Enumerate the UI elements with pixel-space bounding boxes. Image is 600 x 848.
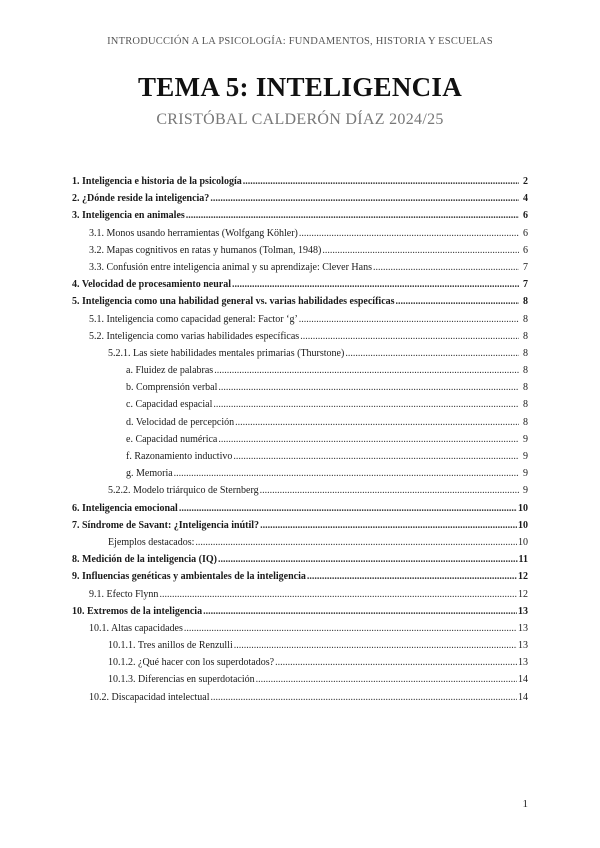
toc-leader-dots	[275, 657, 517, 668]
toc-entry-label: 3.3. Confusión entre inteligencia animal y su aprendizaje: Clever Hans	[89, 261, 372, 273]
toc-entry-page: 12	[518, 588, 528, 600]
toc-entry-page: 10	[518, 519, 528, 531]
toc-leader-dots	[299, 228, 519, 239]
toc-entry-label: 5.2.2. Modelo triárquico de Sternberg	[108, 485, 259, 497]
toc-entry[interactable]	[72, 399, 528, 416]
toc-leader-dots	[195, 537, 517, 548]
toc-entry[interactable]	[72, 657, 528, 674]
toc-leader-dots	[184, 623, 517, 634]
toc-entry[interactable]	[72, 228, 528, 245]
toc-leader-dots	[256, 674, 517, 685]
toc-entry-page: 2	[523, 176, 528, 187]
toc-entry-page: 8	[523, 313, 528, 325]
toc-leader-dots	[345, 348, 519, 359]
toc-entry[interactable]	[72, 468, 528, 485]
toc-entry[interactable]	[72, 623, 528, 640]
toc-entry-label: 10. Extremos de la inteligencia	[72, 605, 203, 617]
toc-entry[interactable]	[72, 210, 528, 227]
toc-leader-dots	[235, 417, 519, 428]
toc-entry-page: 7	[523, 261, 528, 273]
toc-leader-dots	[203, 606, 517, 617]
toc-leader-dots	[322, 245, 519, 256]
toc-entry[interactable]	[72, 485, 528, 502]
toc-entry-label: 3. Inteligencia en animales	[72, 210, 185, 222]
toc-entry-label: 3.2. Mapas cognitivos en ratas y humanos (Tolman, 1948)	[89, 244, 322, 256]
toc-entry-page: 9	[523, 485, 528, 497]
toc-entry-page: 13	[518, 657, 528, 669]
toc-leader-dots	[159, 589, 517, 600]
toc-entry-page: 13	[518, 605, 528, 617]
toc-entry-label: 6. Inteligencia emocional	[72, 502, 178, 514]
author-subtitle: CRISTÓBAL CALDERÓN DÍAZ 2024/25	[156, 111, 444, 128]
toc-entry-label: Ejemplos destacados:	[108, 536, 195, 548]
toc-entry-page: 14	[518, 691, 528, 703]
page-title: TEMA 5: INTELIGENCIA	[137, 72, 463, 102]
toc-leader-dots	[179, 503, 517, 514]
toc-entry-label: e. Capacidad numérica	[126, 433, 218, 445]
toc-leader-dots	[300, 331, 519, 342]
toc-leader-dots	[307, 571, 517, 582]
toc-leader-dots	[234, 640, 517, 651]
table-of-contents	[72, 176, 528, 709]
toc-entry-label: 10.1.3. Diferencias en superdotación	[108, 674, 255, 686]
toc-entry-label: 10.1. Altas capacidades	[89, 622, 183, 634]
toc-entry[interactable]	[72, 606, 528, 623]
toc-entry-label: 4. Velocidad de procesamiento neural	[72, 279, 231, 291]
toc-entry-label: g. Memoria	[126, 468, 173, 480]
toc-entry[interactable]	[72, 554, 528, 571]
toc-leader-dots	[396, 296, 519, 307]
toc-leader-dots	[213, 399, 519, 410]
toc-entry-page: 7	[523, 279, 528, 291]
toc-entry[interactable]	[72, 382, 528, 399]
toc-entry-page: 8	[523, 416, 528, 428]
toc-entry-page: 9	[523, 433, 528, 445]
toc-entry[interactable]	[72, 314, 528, 331]
toc-entry-label: 10.2. Discapacidad intelectual	[89, 691, 210, 703]
toc-leader-dots	[299, 314, 519, 325]
toc-entry[interactable]	[72, 571, 528, 588]
toc-entry-page: 11	[518, 554, 528, 566]
toc-leader-dots	[233, 451, 519, 462]
toc-entry-page: 14	[518, 674, 528, 686]
toc-entry[interactable]	[72, 279, 528, 296]
toc-leader-dots	[232, 279, 519, 290]
toc-entry-page: 6	[523, 227, 528, 239]
toc-entry-page: 6	[523, 210, 528, 222]
toc-entry[interactable]	[72, 434, 528, 451]
toc-entry[interactable]	[72, 674, 528, 691]
toc-entry-label: 7. Síndrome de Savant: ¿Inteligencia inútil?	[72, 519, 260, 531]
toc-entry[interactable]	[72, 176, 528, 193]
toc-entry-page: 4	[523, 193, 528, 205]
toc-leader-dots	[214, 365, 519, 376]
toc-entry[interactable]	[72, 537, 528, 554]
toc-entry-label: 5.1. Inteligencia como capacidad general: Factor ‘g’	[89, 313, 298, 325]
toc-entry[interactable]	[72, 451, 528, 468]
toc-entry-label: b. Comprensión verbal	[126, 382, 218, 394]
toc-entry-page: 13	[518, 640, 528, 652]
toc-entry-label: f. Razonamiento inductivo	[126, 451, 233, 462]
toc-entry-label: 1. Inteligencia e historia de la psicología	[72, 176, 242, 187]
toc-entry-label: 2. ¿Dónde reside la inteligencia?	[72, 193, 210, 205]
toc-entry[interactable]	[72, 640, 528, 657]
toc-entry[interactable]	[72, 365, 528, 382]
toc-entry-page: 12	[518, 571, 528, 583]
toc-leader-dots	[373, 262, 519, 273]
toc-leader-dots	[218, 382, 519, 393]
toc-leader-dots	[186, 210, 519, 221]
toc-entry-page: 8	[523, 365, 528, 377]
toc-entry-page: 8	[523, 399, 528, 411]
toc-leader-dots	[260, 485, 519, 496]
toc-entry-label: d. Velocidad de percepción	[126, 416, 235, 428]
toc-entry-label: 3.1. Monos usando herramientas (Wolfgang Köhler)	[89, 227, 298, 239]
toc-entry[interactable]	[72, 331, 528, 348]
toc-leader-dots	[174, 468, 519, 479]
page-number: 1	[522, 798, 528, 810]
toc-entry[interactable]	[72, 589, 528, 606]
toc-entry-page: 8	[523, 296, 528, 308]
toc-entry-label: c. Capacidad espacial	[126, 399, 213, 411]
toc-entry-label: 5.2. Inteligencia como varias habilidades específicas	[89, 330, 300, 342]
toc-entry[interactable]	[72, 692, 528, 709]
toc-entry[interactable]	[72, 503, 528, 520]
toc-entry-page: 9	[523, 468, 528, 480]
running-header: INTRODUCCIÓN A LA PSICOLOGÍA: FUNDAMENTOS, HISTORIA Y ESCUELAS	[107, 36, 493, 47]
toc-leader-dots	[260, 520, 517, 531]
toc-entry-page: 6	[523, 244, 528, 256]
toc-entry[interactable]	[72, 296, 528, 313]
toc-entry-label: 8. Medición de la inteligencia (IQ)	[72, 554, 217, 566]
toc-entry-page: 8	[523, 382, 528, 394]
toc-entry[interactable]	[72, 417, 528, 434]
toc-entry[interactable]	[72, 262, 528, 279]
toc-leader-dots	[243, 176, 519, 187]
toc-entry[interactable]	[72, 348, 528, 365]
toc-entry-label: 10.1.1. Tres anillos de Renzulli	[108, 640, 233, 652]
toc-entry-label: 5. Inteligencia como una habilidad general vs. varias habilidades específicas	[72, 296, 395, 308]
toc-entry-label: 5.2.1. Las siete habilidades mentales primarias (Thurstone)	[108, 347, 345, 359]
toc-entry-label: 9. Influencias genéticas y ambientales de la inteligencia	[72, 571, 306, 583]
toc-entry-page: 13	[518, 622, 528, 634]
toc-leader-dots	[218, 434, 519, 445]
toc-leader-dots	[210, 193, 519, 204]
toc-entry[interactable]	[72, 520, 528, 537]
toc-entry-page: 10	[518, 536, 528, 548]
toc-entry-label: a. Fluidez de palabras	[126, 365, 214, 377]
toc-leader-dots	[211, 692, 517, 703]
toc-entry-label: 10.1.2. ¿Qué hacer con los superdotados?	[108, 657, 275, 669]
toc-leader-dots	[218, 554, 518, 565]
toc-entry-page: 8	[523, 347, 528, 359]
toc-entry[interactable]	[72, 193, 528, 210]
toc-entry-label: 9.1. Efecto Flynn	[89, 588, 159, 600]
toc-entry-page: 8	[523, 330, 528, 342]
toc-entry-page: 10	[518, 502, 528, 514]
toc-entry-page: 9	[523, 451, 528, 462]
toc-entry[interactable]	[72, 245, 528, 262]
